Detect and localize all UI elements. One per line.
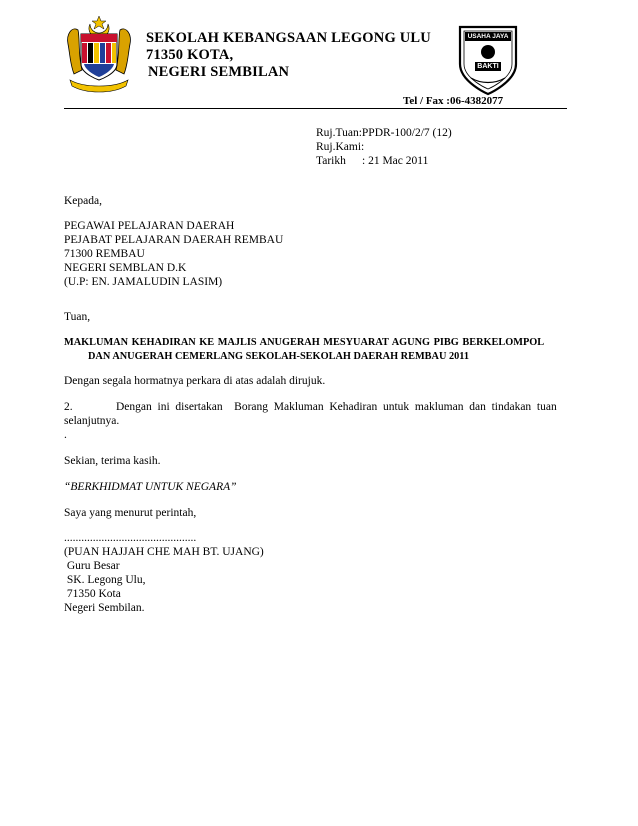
order-line: Saya yang menurut perintah,: [64, 507, 197, 519]
signatory-school: SK. Legong Ulu,: [64, 574, 146, 586]
kepada: Kepada,: [64, 195, 102, 207]
salutation: Tuan,: [64, 311, 91, 323]
recipient-line: 71300 REMBAU: [64, 248, 145, 260]
paragraph-number: 2.: [64, 401, 73, 413]
subject-line1: MAKLUMAN KEHADIRAN KE MAJLIS ANUGERAH MESYUARAT AGUNG PIBG BERKELOMPOL: [64, 337, 545, 348]
signatory-name: (PUAN HAJJAH CHE MAH BT. UJANG): [64, 546, 264, 558]
phone-fax: Tel / Fax :06-4382077: [403, 95, 504, 107]
ruj-tuan: Ruj.Tuan:PPDR-100/2/7 (12): [316, 127, 452, 139]
badge-bottom-text: BAKTI: [477, 63, 499, 70]
signatory-postcode: 71350 Kota: [64, 588, 121, 600]
closing: Sekian, terima kasih.: [64, 455, 161, 467]
tarikh-label: Tarikh: [316, 155, 346, 167]
letterhead-divider: [64, 108, 567, 109]
recipient-line: PEGAWAI PELAJARAN DAERAH: [64, 220, 235, 232]
subject-line2: DAN ANUGERAH CEMERLANG SEKOLAH-SEKOLAH DAERAH REMBAU 2011: [88, 351, 470, 362]
body-paragraph-1: Dengan segala hormatnya perkara di atas adalah dirujuk.: [64, 375, 326, 387]
signatory-state: Negeri Sembilan.: [64, 602, 145, 614]
badge-top-text: USAHA JAYA: [467, 33, 509, 40]
recipient-line: (U.P: EN. JAMALUDIN LASIM): [64, 276, 223, 288]
recipient-line: NEGERI SEMBLAN D.K: [64, 262, 187, 274]
recipient-line: PEJABAT PELAJARAN DAERAH REMBAU: [64, 234, 284, 246]
signature-dots: ..............................................: [64, 532, 197, 544]
stray-dot: .: [64, 429, 67, 441]
body-paragraph-2-line2: selanjutnya.: [64, 415, 120, 427]
school-address-line2: NEGERI SEMBILAN: [148, 64, 290, 80]
tarikh-value: : 21 Mac 2011: [362, 155, 429, 167]
signatory-title: Guru Besar: [64, 560, 120, 572]
ruj-kami: Ruj.Kami:: [316, 141, 365, 153]
motto: “BERKHIDMAT UNTUK NEGARA”: [64, 481, 237, 493]
body-paragraph-2-line1: Dengan ini disertakan Borang Makluman Kehadiran untuk makluman dan tindakan tuan: [116, 401, 557, 413]
coat-of-arms-logo: [64, 14, 134, 94]
school-badge-logo: [457, 24, 519, 96]
school-name: SEKOLAH KEBANGSAAN LEGONG ULU: [146, 30, 431, 46]
school-address-line1: 71350 KOTA,: [146, 47, 234, 63]
